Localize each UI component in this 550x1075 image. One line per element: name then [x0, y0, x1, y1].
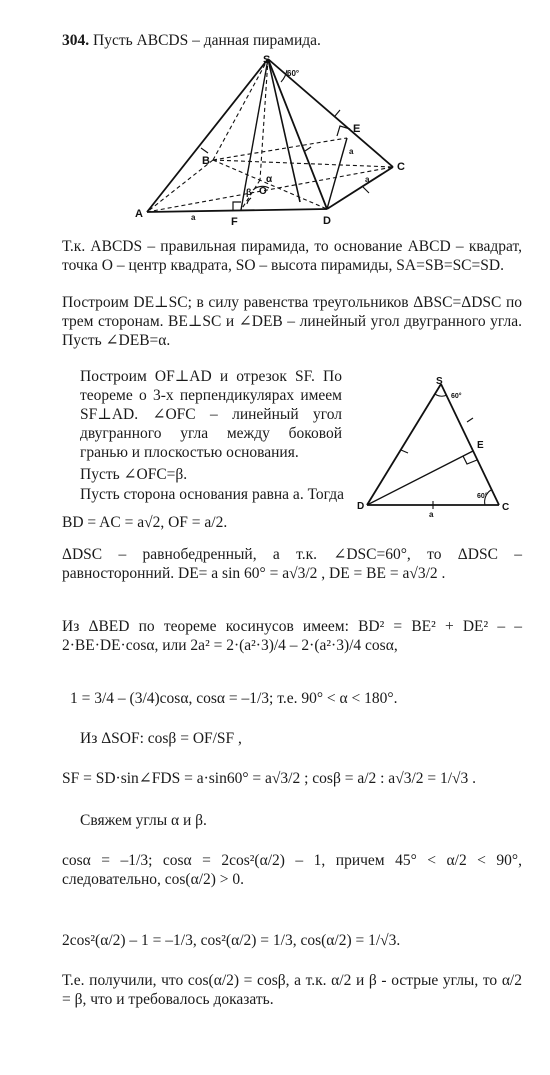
angle-label-alpha: α: [266, 174, 273, 185]
paragraph-half-angle: cosα = –1/3; cosα = 2cos²(α/2) – 1, причем 45° < α/2 < 90°, следовательно, cos(α/2) > 0.: [62, 852, 522, 888]
paragraph-construct-de: Построим DE⊥SC; в силу равенства треугольников ΔBSC=ΔDSC по трем сторонам. BE⊥SC и ∠DEB – линейный угол двугранного угла. Пусть ∠DEB=α.: [62, 294, 522, 349]
side-label-a3: a: [365, 175, 370, 184]
tri-vertex-label-c: C: [502, 502, 510, 513]
angle-label-60: 60°: [287, 69, 300, 78]
side-label-a1: a: [191, 213, 196, 222]
let-angle-ofc: Пусть ∠OFC=β.: [80, 466, 188, 483]
tri-angle-top-60: 60°: [451, 393, 462, 400]
pyramid-figure: [135, 52, 415, 230]
vertex-label-c: C: [397, 161, 405, 173]
problem-number: 304.: [62, 32, 90, 49]
triangle-dsc-figure: [355, 372, 515, 520]
point-label-o: O: [259, 186, 267, 197]
formula-sf-cos-beta: SF = SD·sin∠FDS = a·sin60° = a√3/2 ; cosβ = a/2 : a√3/2 = 1/√3 .: [62, 770, 477, 787]
vertex-label-s: S: [263, 54, 271, 66]
side-label-a2: a: [349, 147, 354, 156]
vertex-label-a: A: [135, 208, 143, 220]
tri-point-label-e: E: [477, 440, 484, 451]
formula-cos-beta-def: Из ΔSOF: cosβ = OF/SF ,: [80, 730, 242, 747]
link-angles: Свяжем углы α и β.: [80, 812, 207, 829]
formula-cos-half-alpha: 2cos²(α/2) – 1 = –1/3, cos²(α/2) = 1/3, cos(α/2) = 1/√3.: [62, 932, 401, 949]
problem-intro: Пусть ABCDS – данная пирамида.: [93, 32, 321, 49]
problem-heading: [62, 32, 321, 51]
paragraph-construct-of: Построим OF⊥AD и отрезок SF. По теореме о 3-х перпендикулярах имеем SF⊥AD. ∠OFC – линейный угол двугранного угла между боковой гранью и плоскостью основания.: [80, 368, 342, 461]
formula-cos-alpha: 1 = 3/4 – (3/4)cosα, cosα = –1/3; т.е. 90° < α < 180°.: [70, 690, 398, 707]
paragraph-cosine-law: Из ΔBED по теореме косинусов имеем: BD² = BE² + DE² – –2·BE·DE·cosα, или 2a² = 2·(a²·3)/4 – 2·(a²·3)/4 cosα,: [62, 618, 522, 654]
formula-bd-of: BD = AC = a√2, OF = a/2.: [62, 514, 228, 531]
let-side-a: Пусть сторона основания равна a. Тогда: [80, 486, 344, 503]
vertex-label-b: B: [202, 155, 210, 167]
point-label-e: E: [353, 123, 361, 135]
vertex-label-d: D: [323, 215, 331, 227]
point-label-f: F: [231, 216, 238, 228]
paragraph-dsc-equilateral: ΔDSC – равнобедренный, а т.к. ∠DSC=60°, то ΔDSC – равносторонний. DE= a sin 60° = a√3/2 , DE = BE = a√3/2 .: [62, 546, 522, 582]
tri-vertex-label-d: D: [357, 501, 365, 512]
tri-vertex-label-s: S: [436, 376, 443, 387]
angle-label-beta: β: [246, 187, 252, 197]
tri-side-label-a: a: [429, 510, 434, 519]
paragraph-regular-pyramid: Т.к. ABCDS – правильная пирамида, то основание ABCD – квадрат, точка O – центр квадрата, SO – высота пирамиды, SA=SB=SC=SD.: [62, 238, 522, 274]
paragraph-conclusion: Т.е. получили, что cos(α/2) = cosβ, а т.к. α/2 и β - острые углы, то α/2 = β, что и требовалось доказать.: [62, 972, 522, 1008]
tri-angle-bottom-60: 60°: [477, 493, 488, 500]
